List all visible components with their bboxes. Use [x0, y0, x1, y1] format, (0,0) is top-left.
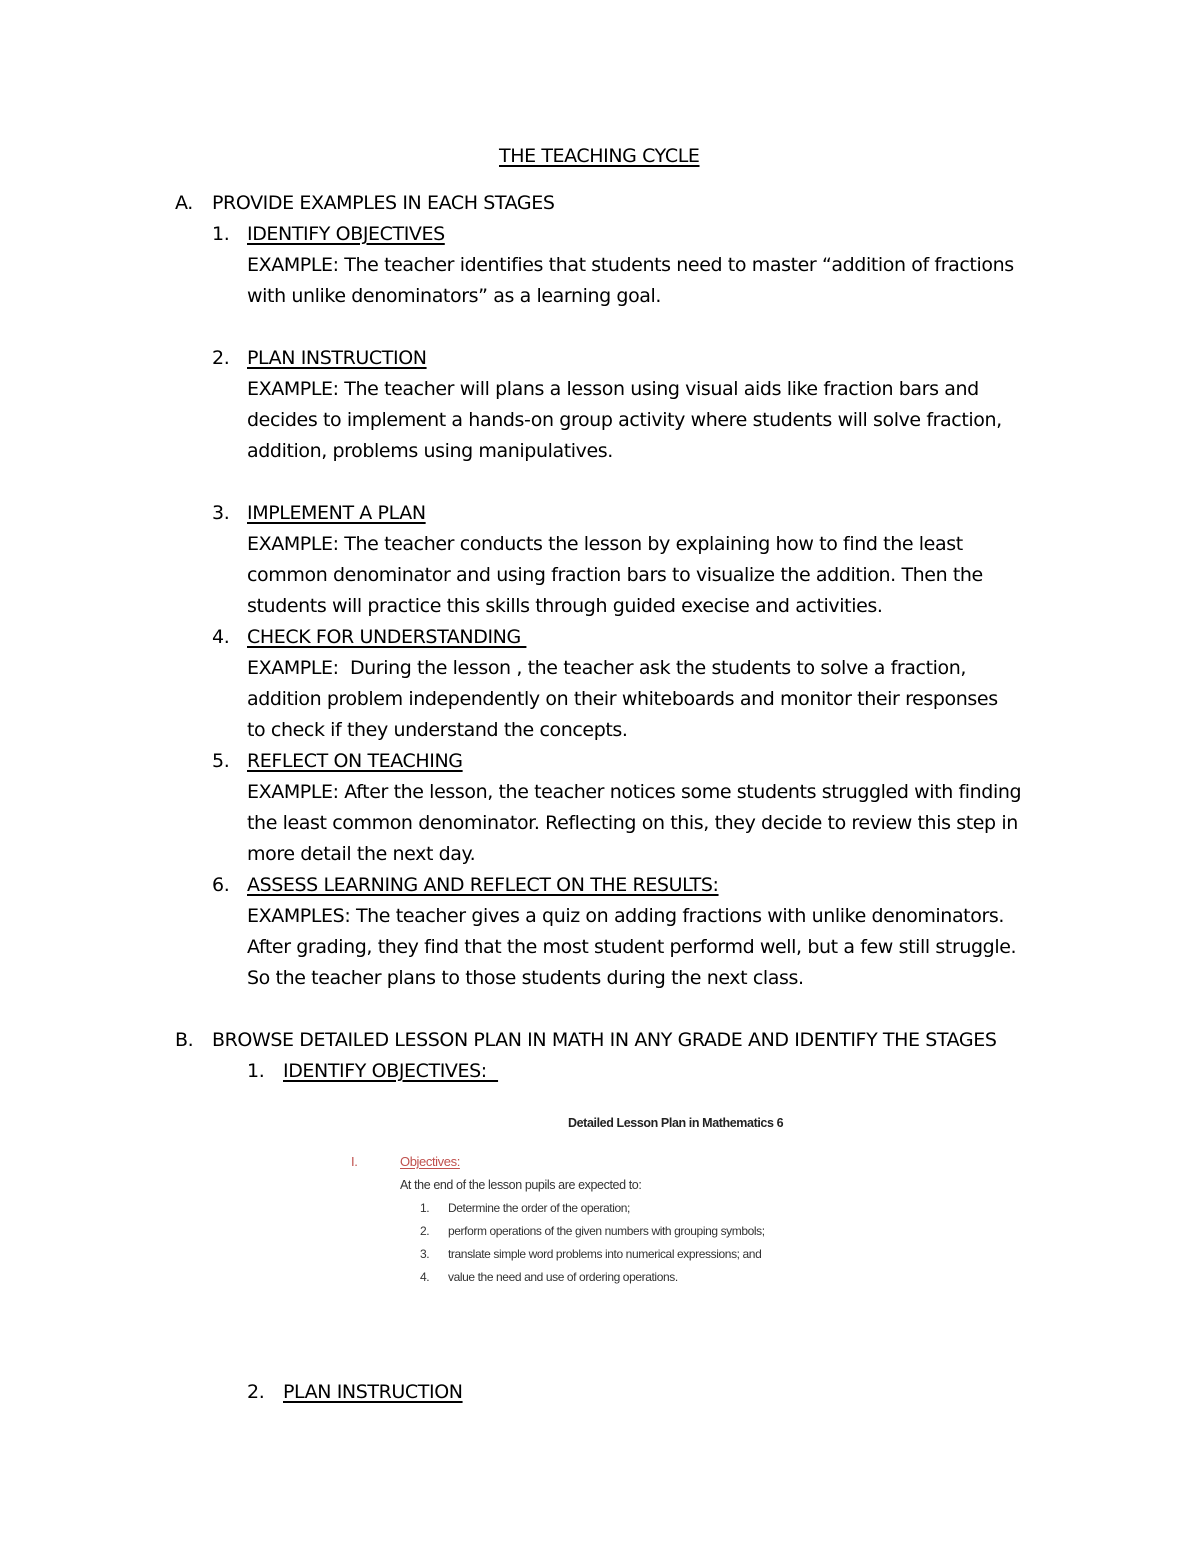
stage-5-example-line: more detail the next day.	[247, 843, 476, 865]
objective-number: 2.	[420, 1224, 430, 1238]
objective-item	[420, 1247, 761, 1261]
objectives-intro: At the end of the lesson pupils are expected to:	[400, 1178, 642, 1192]
stage-4-number: 4.	[212, 626, 230, 648]
section-b-stage-2-number: 2.	[247, 1381, 265, 1403]
page-title: THE TEACHING CYCLE	[499, 145, 700, 167]
objective-text: translate simple word problems into numerical expressions; and	[448, 1247, 762, 1261]
stage-2-example-line: EXAMPLE: The teacher will plans a lesson using visual aids like fraction bars and	[247, 378, 979, 400]
section-a-heading: PROVIDE EXAMPLES IN EACH STAGES	[212, 192, 555, 214]
stage-5-example-line: EXAMPLE: After the lesson, the teacher notices some students struggled with finding	[247, 781, 1022, 803]
objective-number: 4.	[420, 1270, 430, 1284]
stage-4-example-line: to check if they understand the concepts.	[247, 719, 628, 741]
section-b-stage-1-number: 1.	[247, 1060, 265, 1082]
stage-6-title: ASSESS LEARNING AND REFLECT ON THE RESULTS:	[247, 874, 719, 896]
section-b-stage-2-title: PLAN INSTRUCTION	[283, 1381, 463, 1403]
objective-text: perform operations of the given numbers with grouping symbols;	[448, 1224, 765, 1238]
section-b-heading: BROWSE DETAILED LESSON PLAN IN MATH IN ANY GRADE AND IDENTIFY THE STAGES	[212, 1029, 997, 1051]
objective-item	[420, 1201, 630, 1215]
stage-6-example-line: After grading, they find that the most student performd well, but a few still struggle.	[247, 936, 1017, 958]
section-b-stage-1-title: IDENTIFY OBJECTIVES:	[283, 1060, 499, 1082]
stage-3-example-line: common denominator and using fraction bars to visualize the addition. Then the	[247, 564, 983, 586]
stage-4-example-line: EXAMPLE: During the lesson , the teacher ask the students to solve a fraction,	[247, 657, 967, 679]
stage-3-title: IMPLEMENT A PLAN	[247, 502, 426, 524]
stage-3-number: 3.	[212, 502, 230, 524]
stage-2-title: PLAN INSTRUCTION	[247, 347, 427, 369]
objective-text: value the need and use of ordering operations.	[448, 1270, 678, 1284]
embedded-lesson-plan-image	[330, 1108, 890, 1298]
stage-2-example-line: decides to implement a hands-on group activity where students will solve fraction,	[247, 409, 1002, 431]
lesson-plan-title: Detailed Lesson Plan in Mathematics 6	[568, 1116, 784, 1130]
objective-number: 3.	[420, 1247, 430, 1261]
section-a-marker: A.	[175, 192, 193, 214]
stage-5-number: 5.	[212, 750, 230, 772]
stage-2-number: 2.	[212, 347, 230, 369]
stage-1-example-line: with unlike denominators” as a learning goal.	[247, 285, 662, 307]
objectives-roman-numeral: I.	[351, 1154, 358, 1169]
stage-3-example-line: students will practice this skills through guided execise and activities.	[247, 595, 883, 617]
objectives-heading: Objectives:	[400, 1154, 460, 1169]
objective-item	[420, 1270, 678, 1284]
stage-1-title: IDENTIFY OBJECTIVES	[247, 223, 445, 245]
stage-1-number: 1.	[212, 223, 230, 245]
stage-4-title: CHECK FOR UNDERSTANDING	[247, 626, 527, 648]
objective-number: 1.	[420, 1201, 430, 1215]
stage-3-example-line: EXAMPLE: The teacher conducts the lesson by explaining how to find the least	[247, 533, 963, 555]
stage-4-example-line: addition problem independently on their whiteboards and monitor their responses	[247, 688, 998, 710]
stage-5-example-line: the least common denominator. Reflecting on this, they decide to review this step in	[247, 812, 1018, 834]
stage-5-title: REFLECT ON TEACHING	[247, 750, 463, 772]
stage-6-example-line: So the teacher plans to those students during the next class.	[247, 967, 804, 989]
objective-item	[420, 1224, 765, 1238]
stage-1-example-line: EXAMPLE: The teacher identifies that students need to master “addition of fractions	[247, 254, 1014, 276]
section-b-marker: B.	[175, 1029, 194, 1051]
stage-2-example-line: addition, problems using manipulatives.	[247, 440, 613, 462]
stage-6-example-line: EXAMPLES: The teacher gives a quiz on adding fractions with unlike denominators.	[247, 905, 1005, 927]
objective-text: Determine the order of the operation;	[448, 1201, 630, 1215]
stage-6-number: 6.	[212, 874, 230, 896]
